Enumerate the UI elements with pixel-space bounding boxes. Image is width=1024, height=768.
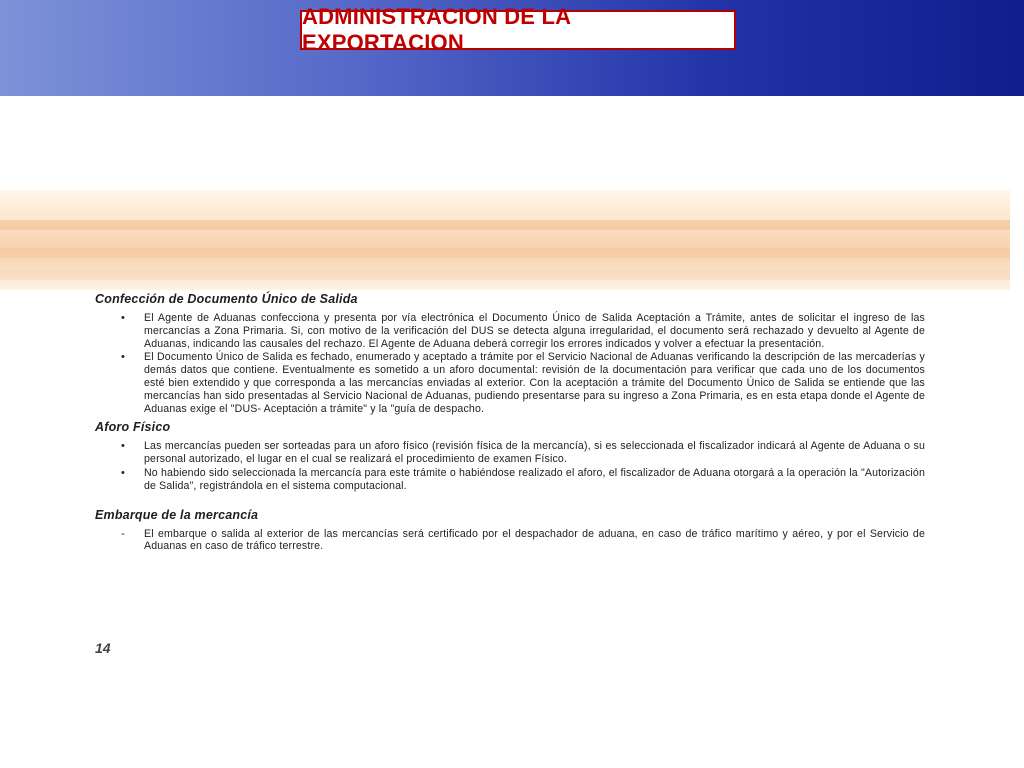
list-item [95, 467, 925, 493]
list-item [95, 528, 925, 554]
section-title-dus: Confección de Documento Único de Salida [95, 292, 358, 306]
list-item-text: El Documento Único de Salida es fechado, enumerado y aceptado a trámite por el Servicio Nacional de Aduanas verificando la descripción de las mercaderías y demás datos que contiene. Eventualmente es sometido a un aforo documental: revisión de la documentación para verificar que cada uno de los documentos esté bien extendido y que corresponda a las mercancías enviadas al exterior. Con la aceptación a trámite del Documento Único de Salida se entiende que las mercancías han sido presentadas al Servicio Nacional de Aduanas, pudiendo presentarse para su ingreso a Zona Primaria, es en esta etapa donde el Agente de Aduanas exige el "DUS- Aceptación a trámite" y la "guía de despacho. [144, 351, 925, 415]
bullet: - [121, 527, 125, 540]
list-item-text: El embarque o salida al exterior de las mercancías será certificado por el despachador de aduana, en caso de tráfico marítimo y aéreo, y por el Servicio de Aduanas en caso de tráfico terrestre. [144, 527, 925, 553]
slide-title: ADMINISTRACION DE LA EXPORTACION [302, 4, 571, 55]
page-number: 14 [95, 640, 111, 656]
document-content [95, 292, 925, 554]
list-item [95, 312, 925, 350]
list-item [95, 351, 925, 415]
bullet: • [120, 440, 125, 453]
decorative-banner-image [0, 190, 1024, 290]
section-title-aforo: Aforo Físico [95, 420, 171, 435]
list-item-text: El Agente de Aduanas confecciona y presenta por vía electrónica el Documento Único de Salida Aceptación a Trámite, antes de solicitar el ingreso de las mercancías a Zona Primaria. Si, con motivo de la verificación del DUS se detecta alguna irregularidad, el documento será rechazado y devuelto al Agente de Aduanas, indicando las causales del rechazo. El Agente de Aduana deberá corregir los errores indicados y volver a efectuar la presentación. [144, 312, 925, 350]
bullet: • [120, 466, 125, 479]
list-item [95, 440, 925, 466]
slide-title-box [300, 4, 736, 55]
bullet: • [120, 312, 125, 324]
list-item-text: Las mercancías pueden ser sorteadas para un aforo físico (revisión física de la mercancía), si es seleccionada el fiscalizador indicará al Agente de Aduana o su personal autorizado, el lugar en el cual se realizará el procedimiento de examen Físico. [144, 440, 925, 466]
list-item-text: No habiendo sido seleccionada la mercancía para este trámite o habiéndose realizado el aforo, el fiscalizador de Aduana otorgará a la operación la "Autorización de Salida", registrándola en el sistema computacional. [144, 466, 925, 492]
page-edge [1010, 96, 1024, 768]
section-title-embarque: Embarque de la mercancía [95, 507, 259, 522]
bullet: • [120, 351, 125, 364]
